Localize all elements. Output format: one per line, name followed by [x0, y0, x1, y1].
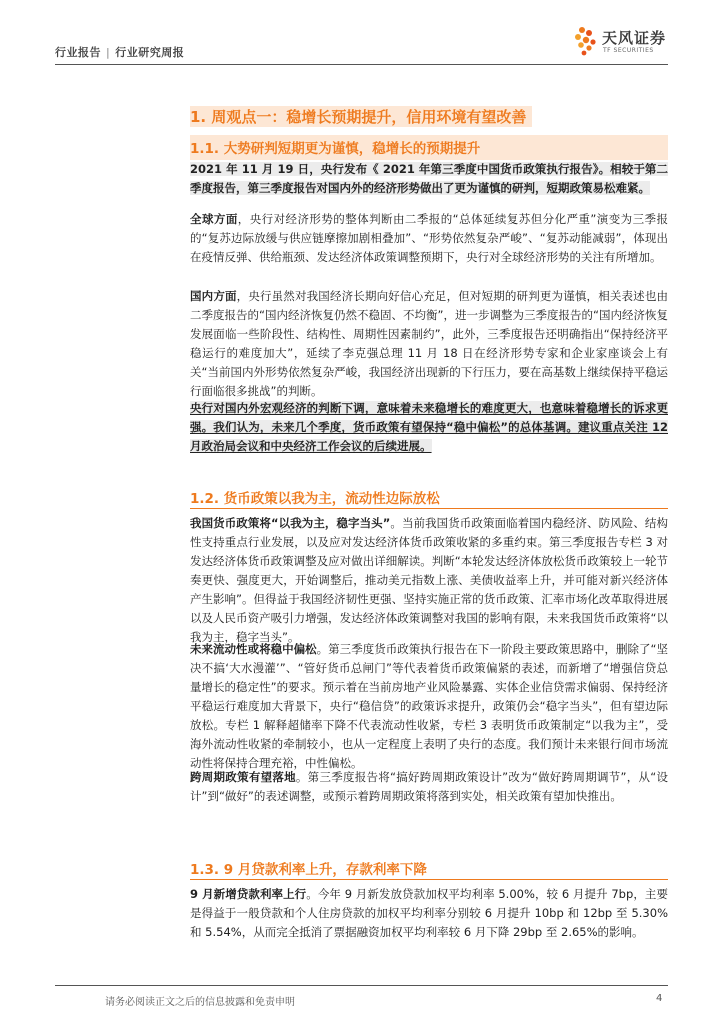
page-header	[0, 0, 724, 70]
paragraph-report-release: 2021 年 11 月 19 日，央行发布《 2021 年第三季度中国货币政策执行报告》。相较于第二季度报告，第三季度报告对国内外的经济形势做出了更为谨慎的研判，短期政策易松难紧。	[190, 162, 668, 195]
paragraph-monetary-policy: 我国货币政策将“以我为主，稳字当头”。当前我国货币政策面临着国内稳经济、防风险、结构性支持重点行业发展，以及应对发达经济体货币政策收紧的多重约束。第三季度报告专栏 3 对发达经济体货币政策调整及应对做出详细解读。判断“本轮发达经济体放松货币政策较上一轮节奏更快、强度更大，开始调整后，推动美元指数上涨、美债收益率上升，并可能对新兴经济体产生影响”。但得益于我国经济韧性更强、坚持实施正常的货币政策、汇率市场化改革取得进展以及人民币资产吸引力增强，发达经济体政策调整对我国的影响有限，未来我国货币政策将“以我为主，稳字当头”。	[190, 516, 668, 644]
breadcrumb-report: 行业报告	[55, 46, 101, 59]
footer-divider	[55, 985, 668, 986]
page-number: 4	[656, 993, 663, 1004]
subsection-title-1-2: 1.2. 货币政策以我为主，流动性边际放松	[190, 491, 440, 507]
paragraph-cross-cycle: 跨周期政策有望落地。第三季度报告将“搞好跨周期政策设计”改为“做好跨周期调节”，从“设计”到“做好”的表述调整，或预示着跨周期政策将落到实处，相关政策有望加快推出。	[190, 770, 668, 803]
lead-domestic: 国内方面	[190, 289, 237, 303]
paragraph-loan-rates: 9 月新增贷款利率上行。今年 9 月新发放贷款加权平均利率 5.00%，较 6 月提升 7bp，主要是得益于一般贷款和个人住房贷款的加权平均利率分别较 6 月提升 10bp 和 12bp 至 5.30%和 5.54%，从而完全抵消了票据融资加权平均利率较 6 月下降 29bp 至 2.65%的影响。	[190, 887, 668, 939]
breadcrumb-separator: |	[106, 46, 111, 59]
paragraph-global: 全球方面，央行对经济形势的整体判断由二季报的“总体延续复苏但分化严重”演变为三季报的“复苏边际放缓与供应链摩擦加剧相叠加”、“形势依然复杂严峻”、“复苏动能减弱”，体现出在疫情反弹、供给瓶颈、发达经济体政策调整预期下，央行对全球经济形势的关注有所增加。	[190, 212, 668, 264]
breadcrumb	[55, 44, 184, 60]
lead-liquidity: 未来流动性或将稳中偏松	[190, 642, 317, 656]
logo	[572, 24, 692, 60]
subsection-title-1-3: 1.3. 9 月贷款利率上升，存款利率下降	[190, 862, 427, 878]
footer-disclaimer: 请务必阅读正文之后的信息披露和免责申明	[105, 997, 295, 1008]
header-divider	[55, 64, 668, 65]
breadcrumb-weekly: 行业研究周报	[115, 46, 185, 59]
section-title: 1. 周观点一：稳增长预期提升，信用环境有望改善	[190, 106, 532, 127]
lead-loan-rates: 9 月新增贷款利率上行	[190, 887, 307, 901]
paragraph-liquidity: 未来流动性或将稳中偏松。第三季度货币政策执行报告在下一阶段主要政策思路中，删除了“坚决不搞‘大水漫灌’”、“管好货币总闸门”等代表着货币政策偏紧的表述，而新增了“增强信贷总量增长的稳定性”的要求。预示着在当前房地产业风险暴露、实体企业信贷需求偏弱、保持经济平稳运行难度加大背景下，央行“稳信贷”的政策诉求提升，政策仍会“稳字当头”，但有望边际放松。专栏 1 解释超储率下降不代表流动性收紧，专栏 3 表明货币政策制定“以我为主”，受海外流动性收紧的牵制较小，也从一定程度上表明了央行的态度。我们预计未来银行间市场流动性将保持合理充裕，中性偏松。	[190, 642, 668, 770]
subsection-title-1-1: 1.1. 大势研判短期更为谨慎，稳增长的预期提升	[190, 135, 668, 160]
paragraph-domestic: 国内方面，央行虽然对我国经济长期向好信心充足，但对短期的研判更为谨慎，相关表述也由二季度报告的“国内经济恢复仍然不稳固、不均衡”，进一步调整为三季度报告的“国内经济恢复发展面临一些阶段性、结构性、周期性因素制约”，此外，三季度报告还明确指出“保持经济平稳运行的难度加大”，延续了李克强总理 11 月 18 日在经济形势专家和企业家座谈会上有关“当前国内外形势依然复杂严峻，我国经济出现新的下行压力，要在高基数上继续保持平稳运行面临很多挑战”的判断。	[190, 289, 669, 398]
lead-global: 全球方面	[190, 212, 238, 226]
logo-subtext: TF SECURITIES	[603, 47, 654, 54]
lead-cross-cycle: 跨周期政策有望落地	[190, 770, 296, 784]
paragraph-outlook: 央行对国内外宏观经济的判断下调，意味着未来稳增长的难度更大，也意味着稳增长的诉求更强。我们认为，未来几个季度，货币政策有望保持“稳中偏松”的总体基调。建议重点关注 12 月政治局会议和中央经济工作会议的后续进展。	[190, 401, 668, 453]
logo-text: 天风证券	[602, 29, 667, 47]
lead-monetary: 我国货币政策将“以我为主，稳字当头”	[190, 516, 391, 530]
subsection-underline	[190, 508, 668, 509]
logo-mark-icon	[572, 24, 600, 58]
subsection-underline	[190, 879, 668, 880]
